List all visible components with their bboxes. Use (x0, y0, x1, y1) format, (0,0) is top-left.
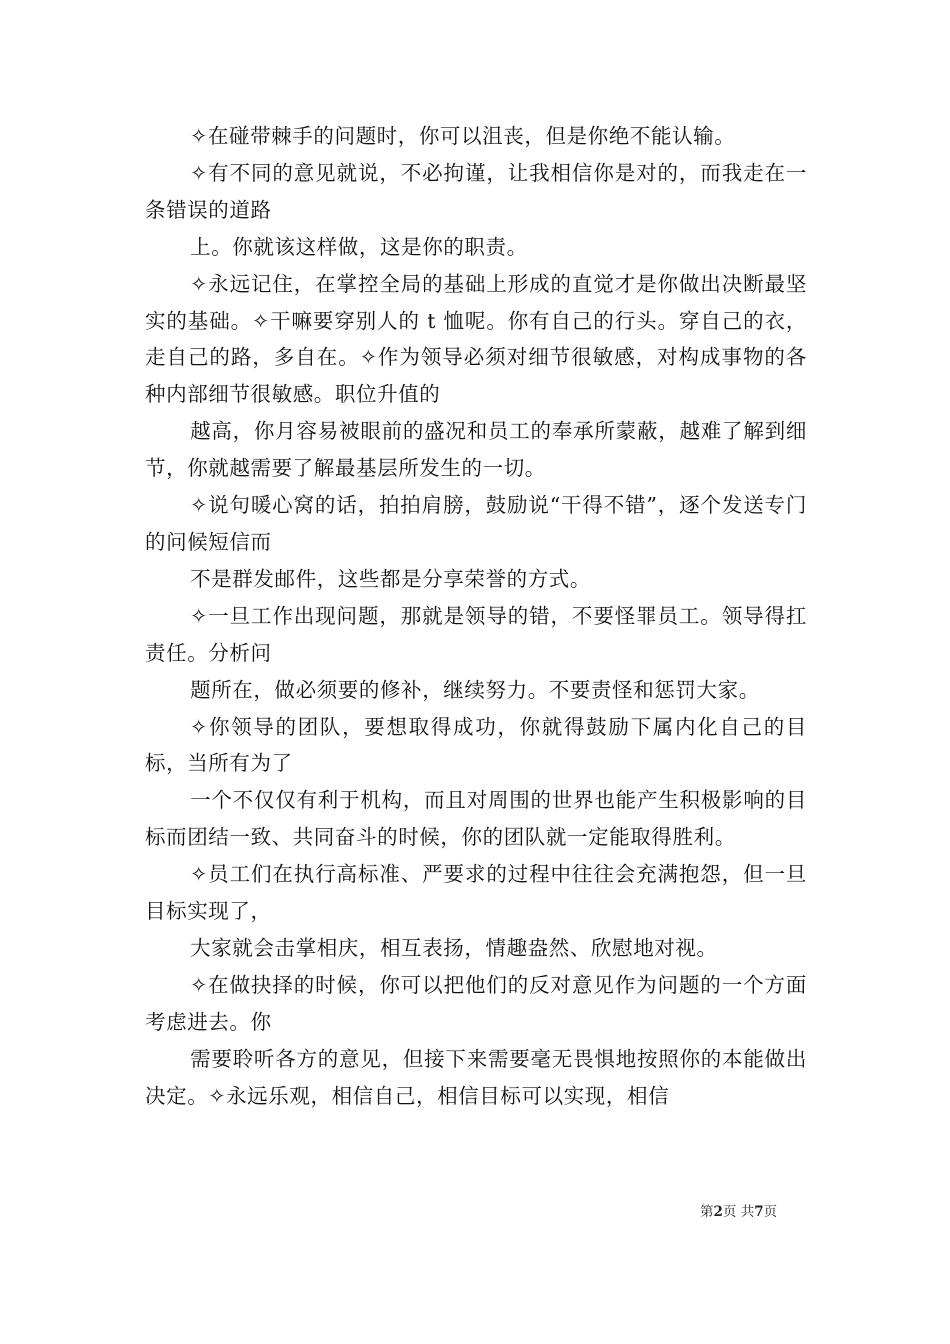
paragraph: ✧有不同的意见就说，不必拘谨，让我相信你是对的，而我走在一条错误的道路 (145, 160, 807, 222)
paragraph: 越高，你月容易被眼前的盛况和员工的奉承所蒙蔽，越难了解到细节，你就越需要了解最基层所发生的一切。 (145, 419, 807, 481)
paragraph: 上。你就该这样做，这是你的职责。 (190, 234, 528, 259)
paragraph: ✧在做抉择的时候，你可以把他们的反对意见作为问题的一个方面考虑进去。你 (145, 972, 807, 1034)
paragraph: ✧一旦工作出现问题，那就是领导的错，不要怪罪员工。领导得扛责任。分析问 (145, 603, 807, 665)
paragraph: ✧说句暖心窝的话，拍拍肩膀，鼓励说“干得不错”，逐个发送专门的问候短信而 (145, 493, 807, 554)
footer-suffix: 页 (763, 1204, 778, 1220)
paragraph: 一个不仅仅有利于机构，而且对周围的世界也能产生积极影响的目标而团结一致、共同奋斗的时候，你的团队就一定能取得胜利。 (145, 788, 807, 850)
footer-middle: 页 共 (722, 1204, 755, 1220)
paragraph: 不是群发邮件，这些都是分享荣誉的方式。 (190, 566, 591, 591)
total-page-count: 7 (754, 1204, 764, 1220)
page-footer (700, 1203, 810, 1221)
paragraph: 需要聆听各方的意见，但接下来需要毫无畏惧地按照你的本能做出决定。✧永远乐观，相信自己，相信目标可以实现，相信 (145, 1046, 807, 1108)
paragraph: 题所在，做必须要的修补，继续努力。不要责怪和惩罚大家。 (190, 677, 760, 702)
paragraph: ✧永远记住，在掌控全局的基础上形成的直觉才是你做出决断最坚实的基础。✧干嘛要穿别人的 t 恤呢。你有自己的行头。穿自己的衣，走自己的路，多自在。✧作为领导必须对细节很敏感，对构成事物的各种内部细节很敏感。职位升值的 (145, 271, 807, 407)
paragraph: 大家就会击掌相庆，相互表扬，情趣盎然、欣慰地对视。 (190, 935, 718, 960)
footer-prefix: 第 (700, 1204, 714, 1220)
document-body (145, 118, 807, 1114)
paragraph: ✧在碰带棘手的问题时，你可以沮丧，但是你绝不能认输。 (190, 124, 736, 148)
paragraph: ✧你领导的团队，要想取得成功，你就得鼓励下属内化自己的目标，当所有为了 (145, 714, 807, 776)
paragraph: ✧员工们在执行高标准、严要求的过程中往往会充满抱怨，但一旦目标实现了， (145, 862, 807, 924)
current-page-number: 2 (713, 1204, 723, 1220)
